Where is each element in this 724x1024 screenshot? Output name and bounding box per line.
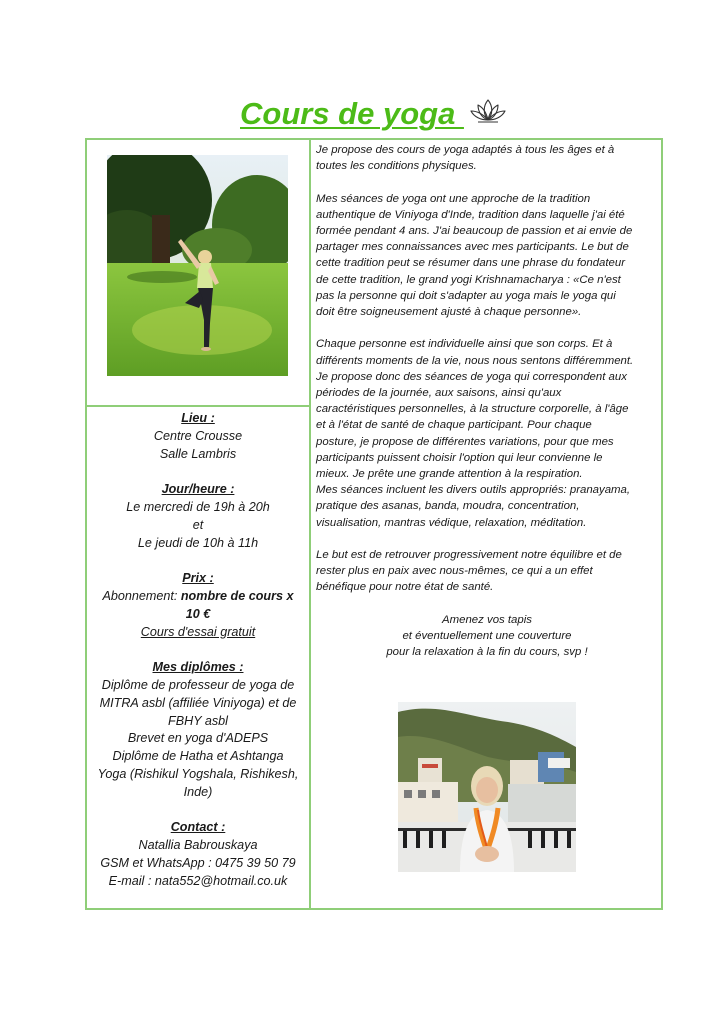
photo-tree-pose [107, 155, 288, 376]
column-divider [309, 138, 311, 910]
approach-line: partager mes connaissances avec mes participants. Le but de [316, 241, 629, 254]
approach-line: pas la personne qui doit s'adapter au yoga mais le yoga qui [316, 289, 616, 302]
individual-line: posture, je propose de différentes variations, pour que mes [316, 435, 614, 448]
price-heading: Prix : [182, 571, 214, 586]
price-label: Abonnement: [102, 588, 181, 603]
approach-line: authentique de Viniyoga d'Inde, tradition dans laquelle j'ai été [316, 208, 625, 221]
intro-line: Je propose des cours de yoga adaptés à tous les âges et à [316, 144, 615, 156]
page-title: Cours de yoga [240, 96, 464, 131]
diploma-line: MITRA asbl (affiliée Viniyoga) et de [99, 695, 297, 710]
goal-line: rester plus en paix avec nous-mêmes, ce qui a un effet [316, 565, 593, 578]
approach-line: de cette tradition, le grand yogi Krishnamacharya : «Ce n'est [316, 273, 621, 286]
bring-line: et éventuellement une couverture [402, 630, 572, 643]
schedule-line: Le jeudi de 10h à 11h [137, 535, 259, 550]
contact-heading: Contact : [170, 820, 226, 835]
intro-line: toutes les conditions physiques. [316, 160, 477, 173]
photo-rishikesh [398, 702, 576, 872]
diploma-line: Brevet en yoga d'ADEPS [127, 731, 269, 746]
individual-line: Chaque personne est individuelle ainsi que son corps. Et à [316, 338, 613, 351]
diploma-line: Diplôme de Hatha et Ashtanga [112, 749, 284, 764]
diploma-line: Yoga (Rishikul Yogshala, Rishikesh, [97, 766, 299, 781]
approach-line: Mes séances de yoga ont une approche de la tradition [316, 192, 591, 205]
photo-divider [85, 405, 311, 407]
info-column [90, 410, 306, 891]
individual-line: caractéristiques personnelles, à la structure corporelle, à l'âge [316, 403, 629, 416]
description-column [316, 142, 658, 660]
price-value: nombre de cours x [180, 588, 294, 603]
price-line [90, 588, 306, 606]
contact-email[interactable]: E-mail : nata552@hotmail.co.uk [108, 873, 288, 888]
diploma-line: FBHY asbl [168, 713, 228, 728]
individual-line: Mes séances incluent les divers outils appropriés: pranayama, [316, 484, 631, 497]
lieu-heading: Lieu : [181, 411, 215, 425]
schedule-line: et [192, 517, 204, 532]
contact-phone[interactable]: GSM et WhatsApp : 0475 39 50 79 [100, 855, 296, 870]
goal-line: Le but est de retrouver progressivement notre équilibre et de [316, 549, 622, 562]
goal-line: bénéfique pour notre état de santé. [316, 581, 494, 594]
trial-offer: Cours d'essai gratuit [140, 624, 256, 639]
individual-line: participants puissent choisir l'option qui leur convienne le [316, 451, 603, 464]
individual-line: mieux. Je prête une grande attention à la respiration. [316, 468, 583, 481]
diploma-line: Inde) [183, 784, 213, 799]
schedule-heading: Jour/heure : [161, 482, 235, 497]
individual-line: Je propose donc des séances de yoga qui correspondent aux [316, 370, 627, 383]
title-row [0, 96, 724, 136]
lieu-line: Salle Lambris [159, 446, 237, 461]
individual-line: différents moments de la vie, nous nous sentons différemment. [316, 354, 634, 367]
diploma-line: Diplôme de professeur de yoga de [101, 677, 295, 692]
approach-line: formée pendant 4 ans. J'ai beaucoup de passion et ai envie de [316, 225, 633, 237]
individual-line: et à l'état de santé de chaque participant. Pour chaque [316, 419, 592, 432]
contact-name: Natallia Babrouskaya [138, 838, 258, 853]
individual-line: pratique des asanas, banda, moudra, concentration, [316, 500, 580, 513]
approach-line: cette tradition peut se résumer dans une phrase du fondateur [316, 257, 626, 270]
bring-line: pour la relaxation à la fin du cours, svp ! [386, 646, 588, 659]
bring-line: Amenez vos tapis [442, 613, 532, 626]
individual-line: périodes de la journée, aux saisons, ainsi qu'aux [316, 387, 562, 400]
diplomas-heading: Mes diplômes : [152, 660, 244, 675]
price-value-amount: 10 € [185, 606, 211, 621]
lieu-line: Centre Crousse [153, 428, 243, 443]
approach-line: doit être soigneusement ajusté à chaque personne». [316, 306, 582, 319]
schedule-line: Le mercredi de 19h à 20h [126, 499, 270, 514]
lotus-icon [469, 98, 507, 124]
individual-line: visualisation, mantras védique, relaxation, méditation. [316, 516, 587, 529]
